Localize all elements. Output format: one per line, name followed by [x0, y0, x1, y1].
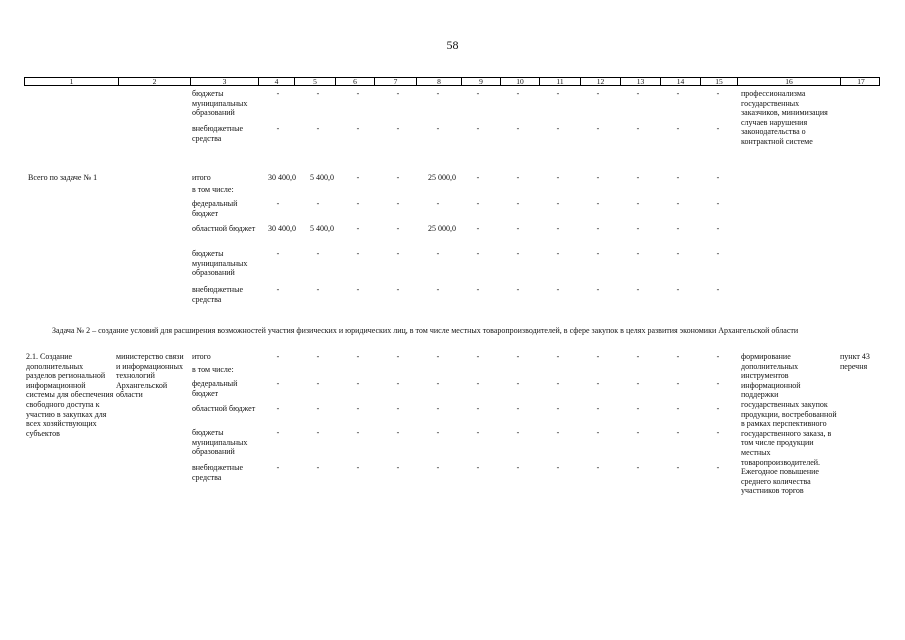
- value-cell: -: [276, 428, 280, 437]
- value-cell: -: [356, 285, 360, 294]
- value-cell: -: [356, 463, 360, 472]
- value-cell: -: [356, 199, 360, 208]
- column-header-16: 16: [738, 78, 841, 85]
- value-cell: -: [396, 352, 400, 361]
- value-cell: -: [476, 379, 480, 388]
- value-cell: -: [716, 224, 720, 233]
- column-header-5: 5: [295, 78, 336, 85]
- value-cell: -: [556, 173, 560, 182]
- row-label: внебюджетные средства: [192, 124, 243, 143]
- value-cell: -: [396, 173, 400, 182]
- value-cell: -: [556, 428, 560, 437]
- value-cell: -: [316, 352, 320, 361]
- executor-text: министерство связи и информационных технологий Архангельской области: [116, 352, 184, 400]
- value-cell: -: [516, 463, 520, 472]
- value-cell: -: [436, 428, 440, 437]
- value-cell: -: [476, 173, 480, 182]
- value-cell: -: [556, 463, 560, 472]
- value-cell: -: [516, 249, 520, 258]
- value-cell: -: [676, 404, 680, 413]
- row-label: бюджеты муниципальных образований: [192, 89, 248, 118]
- value-cell: -: [396, 379, 400, 388]
- row-label: внебюджетные средства: [192, 285, 243, 304]
- value-cell: -: [596, 285, 600, 294]
- value-cell: 5 400,0: [310, 173, 334, 182]
- value-cell: 5 400,0: [310, 224, 334, 233]
- value-cell: -: [596, 463, 600, 472]
- column-header-3: 3: [191, 78, 259, 85]
- value-cell: -: [356, 428, 360, 437]
- value-cell: -: [716, 173, 720, 182]
- value-cell: -: [596, 224, 600, 233]
- value-cell: -: [356, 404, 360, 413]
- value-cell: -: [676, 285, 680, 294]
- value-cell: -: [396, 124, 400, 133]
- value-cell: -: [276, 285, 280, 294]
- value-cell: -: [556, 404, 560, 413]
- value-cell: -: [556, 124, 560, 133]
- value-cell: -: [516, 285, 520, 294]
- column-header-14: 14: [661, 78, 701, 85]
- value-cell: -: [356, 173, 360, 182]
- value-cell: -: [676, 463, 680, 472]
- row-label: в том числе:: [192, 365, 234, 374]
- value-cell: -: [276, 379, 280, 388]
- value-cell: -: [636, 173, 640, 182]
- value-cell: -: [476, 224, 480, 233]
- value-cell: -: [396, 463, 400, 472]
- value-cell: -: [676, 249, 680, 258]
- value-cell: -: [636, 428, 640, 437]
- value-cell: -: [676, 173, 680, 182]
- row-label: в том числе:: [192, 185, 234, 194]
- value-cell: -: [676, 89, 680, 98]
- value-cell: -: [556, 285, 560, 294]
- column-header-10: 10: [501, 78, 540, 85]
- row-label: областной бюджет: [192, 404, 256, 413]
- row-label: бюджеты муниципальных образований: [192, 428, 248, 457]
- value-cell: -: [476, 89, 480, 98]
- column-header-15: 15: [701, 78, 738, 85]
- value-cell: -: [356, 379, 360, 388]
- value-cell: -: [716, 249, 720, 258]
- value-cell: -: [636, 463, 640, 472]
- value-cell: -: [596, 352, 600, 361]
- value-cell: 25 000,0: [428, 224, 456, 233]
- value-cell: -: [716, 124, 720, 133]
- value-cell: -: [396, 285, 400, 294]
- value-cell: -: [276, 404, 280, 413]
- measure-text: 2.1. Создание дополнительных разделов региональной информационной системы для обеспечения свободного доступа к участию в закупках для всех хозяйствующих субъектов: [26, 352, 114, 438]
- value-cell: -: [476, 199, 480, 208]
- row-label: внебюджетные средства: [192, 463, 243, 482]
- value-cell: -: [556, 249, 560, 258]
- value-cell: -: [316, 199, 320, 208]
- value-cell: -: [316, 463, 320, 472]
- value-cell: -: [316, 379, 320, 388]
- column-header-2: 2: [119, 78, 191, 85]
- value-cell: -: [556, 89, 560, 98]
- value-cell: -: [516, 199, 520, 208]
- value-cell: -: [436, 199, 440, 208]
- value-cell: -: [596, 379, 600, 388]
- value-cell: -: [476, 285, 480, 294]
- value-cell: -: [436, 89, 440, 98]
- value-cell: -: [716, 89, 720, 98]
- value-cell: -: [716, 285, 720, 294]
- column-header-8: 8: [417, 78, 462, 85]
- value-cell: -: [516, 428, 520, 437]
- value-cell: -: [556, 379, 560, 388]
- column-header-11: 11: [540, 78, 581, 85]
- value-cell: -: [676, 428, 680, 437]
- value-cell: -: [276, 463, 280, 472]
- value-cell: -: [356, 352, 360, 361]
- value-cell: -: [396, 249, 400, 258]
- value-cell: -: [316, 249, 320, 258]
- value-cell: -: [636, 285, 640, 294]
- column-header-4: 4: [259, 78, 295, 85]
- row-label: бюджеты муниципальных образований: [192, 249, 248, 278]
- value-cell: -: [516, 173, 520, 182]
- value-cell: -: [716, 379, 720, 388]
- value-cell: -: [676, 224, 680, 233]
- value-cell: -: [436, 124, 440, 133]
- row-label: итого: [192, 173, 211, 182]
- total-task1-title: Всего по задаче № 1: [28, 173, 98, 182]
- value-cell: 25 000,0: [428, 173, 456, 182]
- column-header-row: [24, 77, 880, 86]
- value-cell: -: [476, 463, 480, 472]
- value-cell: -: [596, 173, 600, 182]
- row-label: федеральный бюджет: [192, 379, 238, 398]
- value-cell: -: [356, 124, 360, 133]
- value-cell: -: [396, 89, 400, 98]
- value-cell: -: [556, 224, 560, 233]
- outcome-text: формирование дополнительных инструментов информационной поддержки государственных закупок продукции, востребованной в рамках перспективного государственного заказа, в том числе продукции местных товаропроизводителей. Ежегодное повышение среднего количества участников торгов: [741, 352, 837, 496]
- value-cell: -: [316, 404, 320, 413]
- value-cell: -: [636, 224, 640, 233]
- column-header-9: 9: [462, 78, 501, 85]
- row-label: областной бюджет: [192, 224, 256, 233]
- value-cell: -: [516, 379, 520, 388]
- value-cell: -: [316, 124, 320, 133]
- value-cell: -: [716, 463, 720, 472]
- value-cell: -: [716, 428, 720, 437]
- value-cell: -: [596, 89, 600, 98]
- value-cell: -: [636, 379, 640, 388]
- value-cell: -: [556, 352, 560, 361]
- value-cell: -: [596, 404, 600, 413]
- value-cell: -: [676, 124, 680, 133]
- value-cell: 30 400,0: [268, 173, 296, 182]
- value-cell: -: [436, 404, 440, 413]
- value-cell: -: [476, 249, 480, 258]
- value-cell: -: [596, 124, 600, 133]
- value-cell: -: [636, 199, 640, 208]
- value-cell: -: [436, 352, 440, 361]
- value-cell: -: [636, 404, 640, 413]
- column-header-17: 17: [857, 77, 865, 86]
- value-cell: -: [316, 285, 320, 294]
- value-cell: -: [676, 199, 680, 208]
- value-cell: -: [636, 352, 640, 361]
- value-cell: -: [676, 352, 680, 361]
- value-cell: -: [356, 224, 360, 233]
- value-cell: -: [356, 89, 360, 98]
- value-cell: -: [716, 404, 720, 413]
- page-number: 58: [446, 38, 459, 52]
- row-label: федеральный бюджет: [192, 199, 238, 218]
- value-cell: -: [476, 124, 480, 133]
- column-header-12: 12: [581, 78, 621, 85]
- value-cell: -: [316, 89, 320, 98]
- value-cell: -: [716, 199, 720, 208]
- value-cell: -: [516, 352, 520, 361]
- value-cell: 30 400,0: [268, 224, 296, 233]
- value-cell: -: [636, 249, 640, 258]
- value-cell: -: [636, 89, 640, 98]
- value-cell: -: [516, 404, 520, 413]
- value-cell: -: [516, 89, 520, 98]
- value-cell: -: [436, 285, 440, 294]
- value-cell: -: [436, 249, 440, 258]
- value-cell: -: [396, 404, 400, 413]
- value-cell: -: [596, 428, 600, 437]
- value-cell: -: [716, 352, 720, 361]
- value-cell: -: [556, 199, 560, 208]
- value-cell: -: [316, 428, 320, 437]
- value-cell: -: [436, 379, 440, 388]
- value-cell: -: [356, 249, 360, 258]
- column-header-6: 6: [336, 78, 375, 85]
- value-cell: -: [516, 224, 520, 233]
- column-header-1: 1: [25, 78, 119, 85]
- value-cell: -: [396, 199, 400, 208]
- value-cell: -: [396, 224, 400, 233]
- value-cell: -: [476, 352, 480, 361]
- value-cell: -: [276, 249, 280, 258]
- value-cell: -: [436, 463, 440, 472]
- value-cell: -: [276, 89, 280, 98]
- value-cell: -: [516, 124, 520, 133]
- task2-heading: Задача № 2 – создание условий для расширения возможностей участия физических и юридических лиц, в том числе местных товаропроизводителей, в сфере закупок в целях развития экономики Архангельской области: [52, 326, 799, 335]
- value-cell: -: [636, 124, 640, 133]
- value-cell: -: [476, 428, 480, 437]
- column-header-13: 13: [621, 78, 661, 85]
- value-cell: -: [396, 428, 400, 437]
- value-cell: -: [596, 199, 600, 208]
- value-cell: -: [596, 249, 600, 258]
- column-header-7: 7: [375, 78, 417, 85]
- value-cell: -: [676, 379, 680, 388]
- value-cell: -: [476, 404, 480, 413]
- value-cell: -: [276, 199, 280, 208]
- value-cell: -: [276, 124, 280, 133]
- value-cell: -: [276, 352, 280, 361]
- row-label: итого: [192, 352, 211, 361]
- outcome-text: профессионализма государственных заказчиков, минимизация случаев нарушения законодательства о контрактной системе: [741, 89, 828, 146]
- reference-text: пункт 43 перечня: [840, 352, 870, 371]
